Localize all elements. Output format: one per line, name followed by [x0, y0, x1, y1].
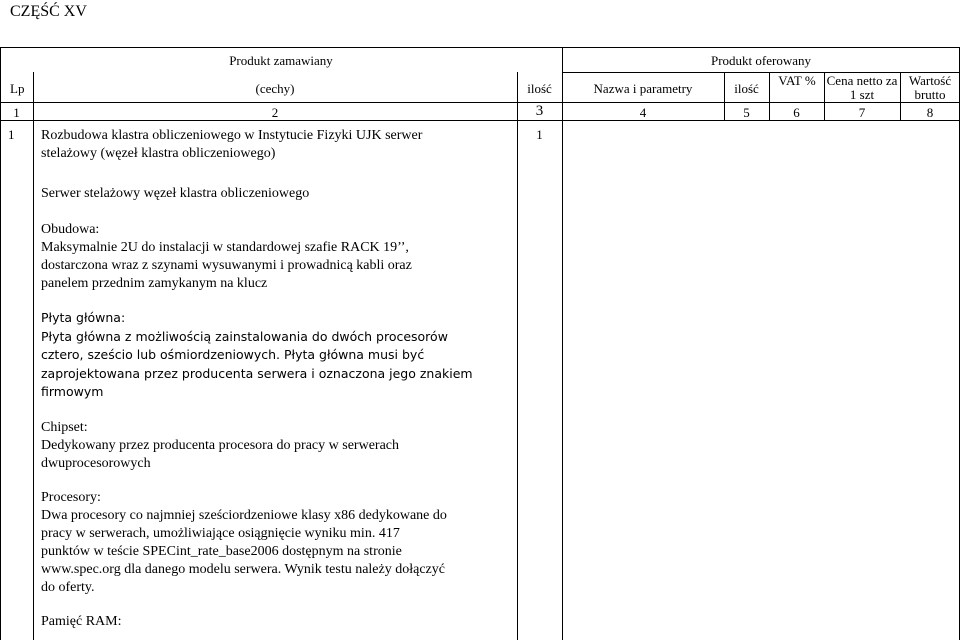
row-title-line: stelażowy (węzeł klastra obliczeniowego) [41, 146, 276, 161]
proc-line: www.spec.org dla danego modelu serwera. Wynik testu należy dołączyć [41, 561, 445, 577]
header-ordered-group: Produkt zamawiany [229, 53, 333, 68]
proc-line: punktów w teście SPECint_rate_base2006 dostępnym na stronie [41, 543, 402, 559]
plyta-line: Płyta główna z możliwością zainstalowania do dwóch procesorów [41, 328, 448, 344]
column-number-1: 1 [13, 105, 20, 120]
column-number-8: 8 [926, 105, 934, 120]
page-title: CZĘŚĆ XV [10, 3, 87, 20]
plyta-line: firmowym [41, 384, 104, 399]
chipset-line: Dedykowany przez producenta procesora do pracy w serwerach [41, 437, 399, 453]
plyta-line: zaprojektowana przez producenta serwera i oznaczona jego znakiem [41, 365, 473, 381]
product-description [41, 127, 511, 631]
header-offered-group: Produkt oferowany [710, 53, 811, 68]
header-gross-value: Wartość brutto [908, 73, 952, 102]
header-vat: VAT % [778, 73, 816, 88]
plyta-line: cztero, sześcio lub ośmiordzeniowych. Płyta główna musi być [41, 347, 425, 362]
proc-line: do oferty. [41, 579, 95, 595]
row-lp: 1 [8, 127, 15, 142]
header-qty-ordered: ilość [527, 81, 552, 96]
header-qty-offered: ilość [734, 81, 759, 96]
ram-label: Pamięć RAM: [41, 613, 122, 629]
chipset-label: Chipset: [41, 419, 88, 435]
proc-line: pracy w serwerach, umożliwiające osiągnięcie wyniku min. 417 [41, 525, 400, 541]
column-number-2: 2 [271, 105, 279, 120]
column-number-5: 5 [743, 105, 750, 120]
obudowa-line: Maksymalnie 2U do instalacji w standardowej szafie RACK 19’’, [41, 240, 409, 255]
server-heading: Serwer stelażowy węzeł klastra obliczeniowego [41, 186, 310, 201]
obudowa-line: panelem przednim zamykanym na klucz [41, 276, 268, 291]
column-number-4: 4 [639, 105, 647, 120]
obudowa-line: dostarczona wraz z szynami wysuwanymi i prowadnicą kabli oraz [41, 258, 412, 273]
obudowa-label: Obudowa: [41, 222, 100, 237]
row-qty: 1 [536, 127, 543, 142]
column-number-3: 3 [535, 103, 544, 119]
header-name-params: Nazwa i parametry [593, 81, 693, 96]
header-unit-price: Cena netto za 1 szt [826, 73, 898, 102]
plyta-label: Płyta główna: [41, 310, 126, 325]
header-features: (cechy) [255, 81, 295, 96]
row-title-line: Rozbudowa klastra obliczeniowego w Instytucie Fizyki UJK serwer [41, 128, 423, 143]
column-number-7: 7 [858, 105, 866, 120]
proc-label: Procesory: [41, 489, 101, 505]
header-lp: Lp [10, 81, 25, 96]
proc-line: Dwa procesory co najmniej sześciordzeniowe klasy x86 dedykowane do [41, 507, 447, 523]
column-number-6: 6 [793, 105, 800, 120]
chipset-line: dwuprocesorowych [41, 455, 151, 471]
